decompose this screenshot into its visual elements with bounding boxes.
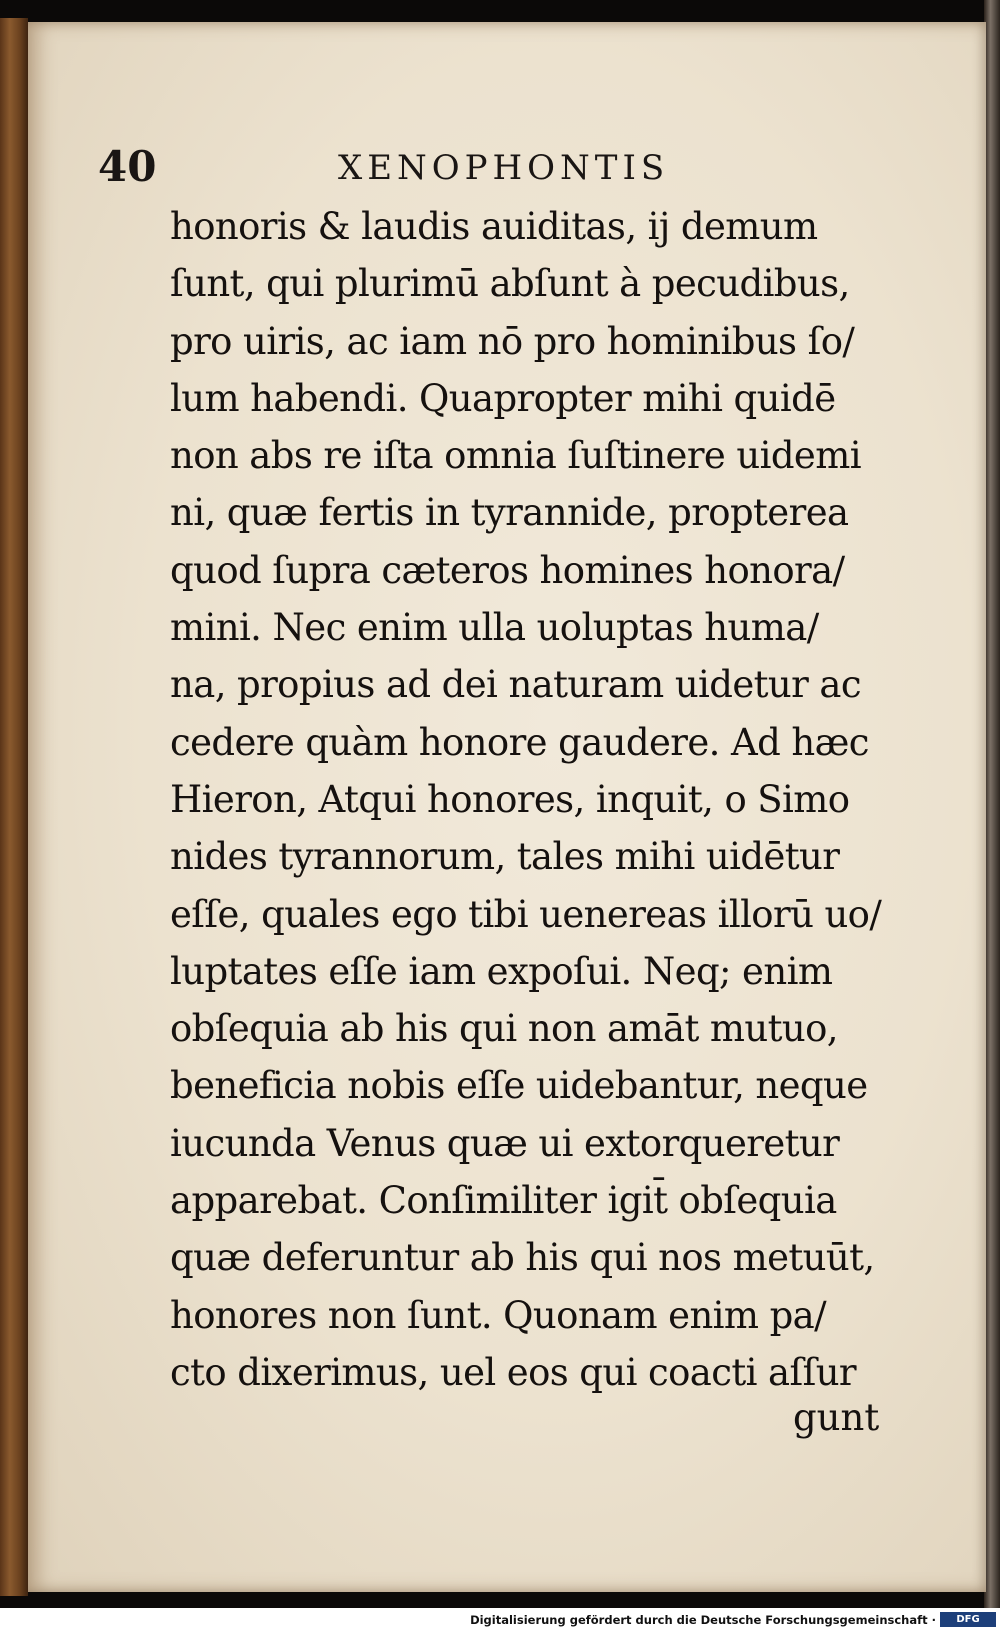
text-line: quæ deferuntur ab his qui nos metuūt, (170, 1236, 875, 1280)
text-block (170, 198, 910, 1401)
book-page (28, 22, 986, 1592)
text-line: iucunda Venus quæ ui extorqueretur (170, 1121, 840, 1165)
page-edge (984, 0, 1000, 1608)
digitization-credit: Digitalisierung gefördert durch die Deutsche Forschungsgemeinschaft · (470, 1613, 936, 1627)
text-line: honoris & laudis auiditas, ij demum (170, 205, 818, 248)
text-line: obſequia ab his qui non amāt mutuo, (170, 1007, 838, 1051)
book-spine (0, 18, 28, 1596)
text-line: lum habendi. Quapropter mihi quidē (170, 376, 836, 420)
text-line: eſſe, quales ego tibi uenereas illorū uo/ (170, 892, 882, 936)
text-line: Hieron, Atqui honores, inquit, o Simo (170, 777, 850, 821)
catchword: gunt (793, 1396, 880, 1439)
text-line: non abs re iſta omnia ſuſtinere uidemi (170, 434, 861, 478)
text-line: ſunt, qui plurimū abſunt à pecudibus, (170, 262, 850, 306)
page-number: 40 (98, 142, 157, 191)
text-line: cto dixerimus, uel eos qui coacti aſſur (170, 1350, 857, 1394)
running-head: XENOPHONTIS (338, 148, 670, 188)
text-line: nides tyrannorum, tales mihi uidētur (170, 835, 840, 879)
dfg-logo[interactable]: DFG (940, 1612, 996, 1627)
text-line: na, propius ad dei naturam uidetur ac (170, 663, 861, 707)
text-line: honores non ſunt. Quonam enim pa/ (170, 1293, 826, 1337)
text-line: beneficia nobis eſſe uidebantur, neque (170, 1064, 868, 1108)
text-line: quod ſupra cæteros homines honora/ (170, 548, 845, 592)
text-line: apparebat. Conſimiliter igit̄ obſequia (170, 1179, 837, 1223)
text-line: luptates eſſe iam expoſui. Neq; enim (170, 949, 833, 993)
text-line: ni, quæ fertis in tyrannide, propterea (170, 491, 849, 535)
text-line: cedere quàm honore gaudere. Ad hæc (170, 720, 869, 764)
text-line: mini. Nec enim ulla uoluptas huma/ (170, 606, 819, 650)
text-line: pro uiris, ac iam nō pro hominibus ſo/ (170, 319, 855, 363)
